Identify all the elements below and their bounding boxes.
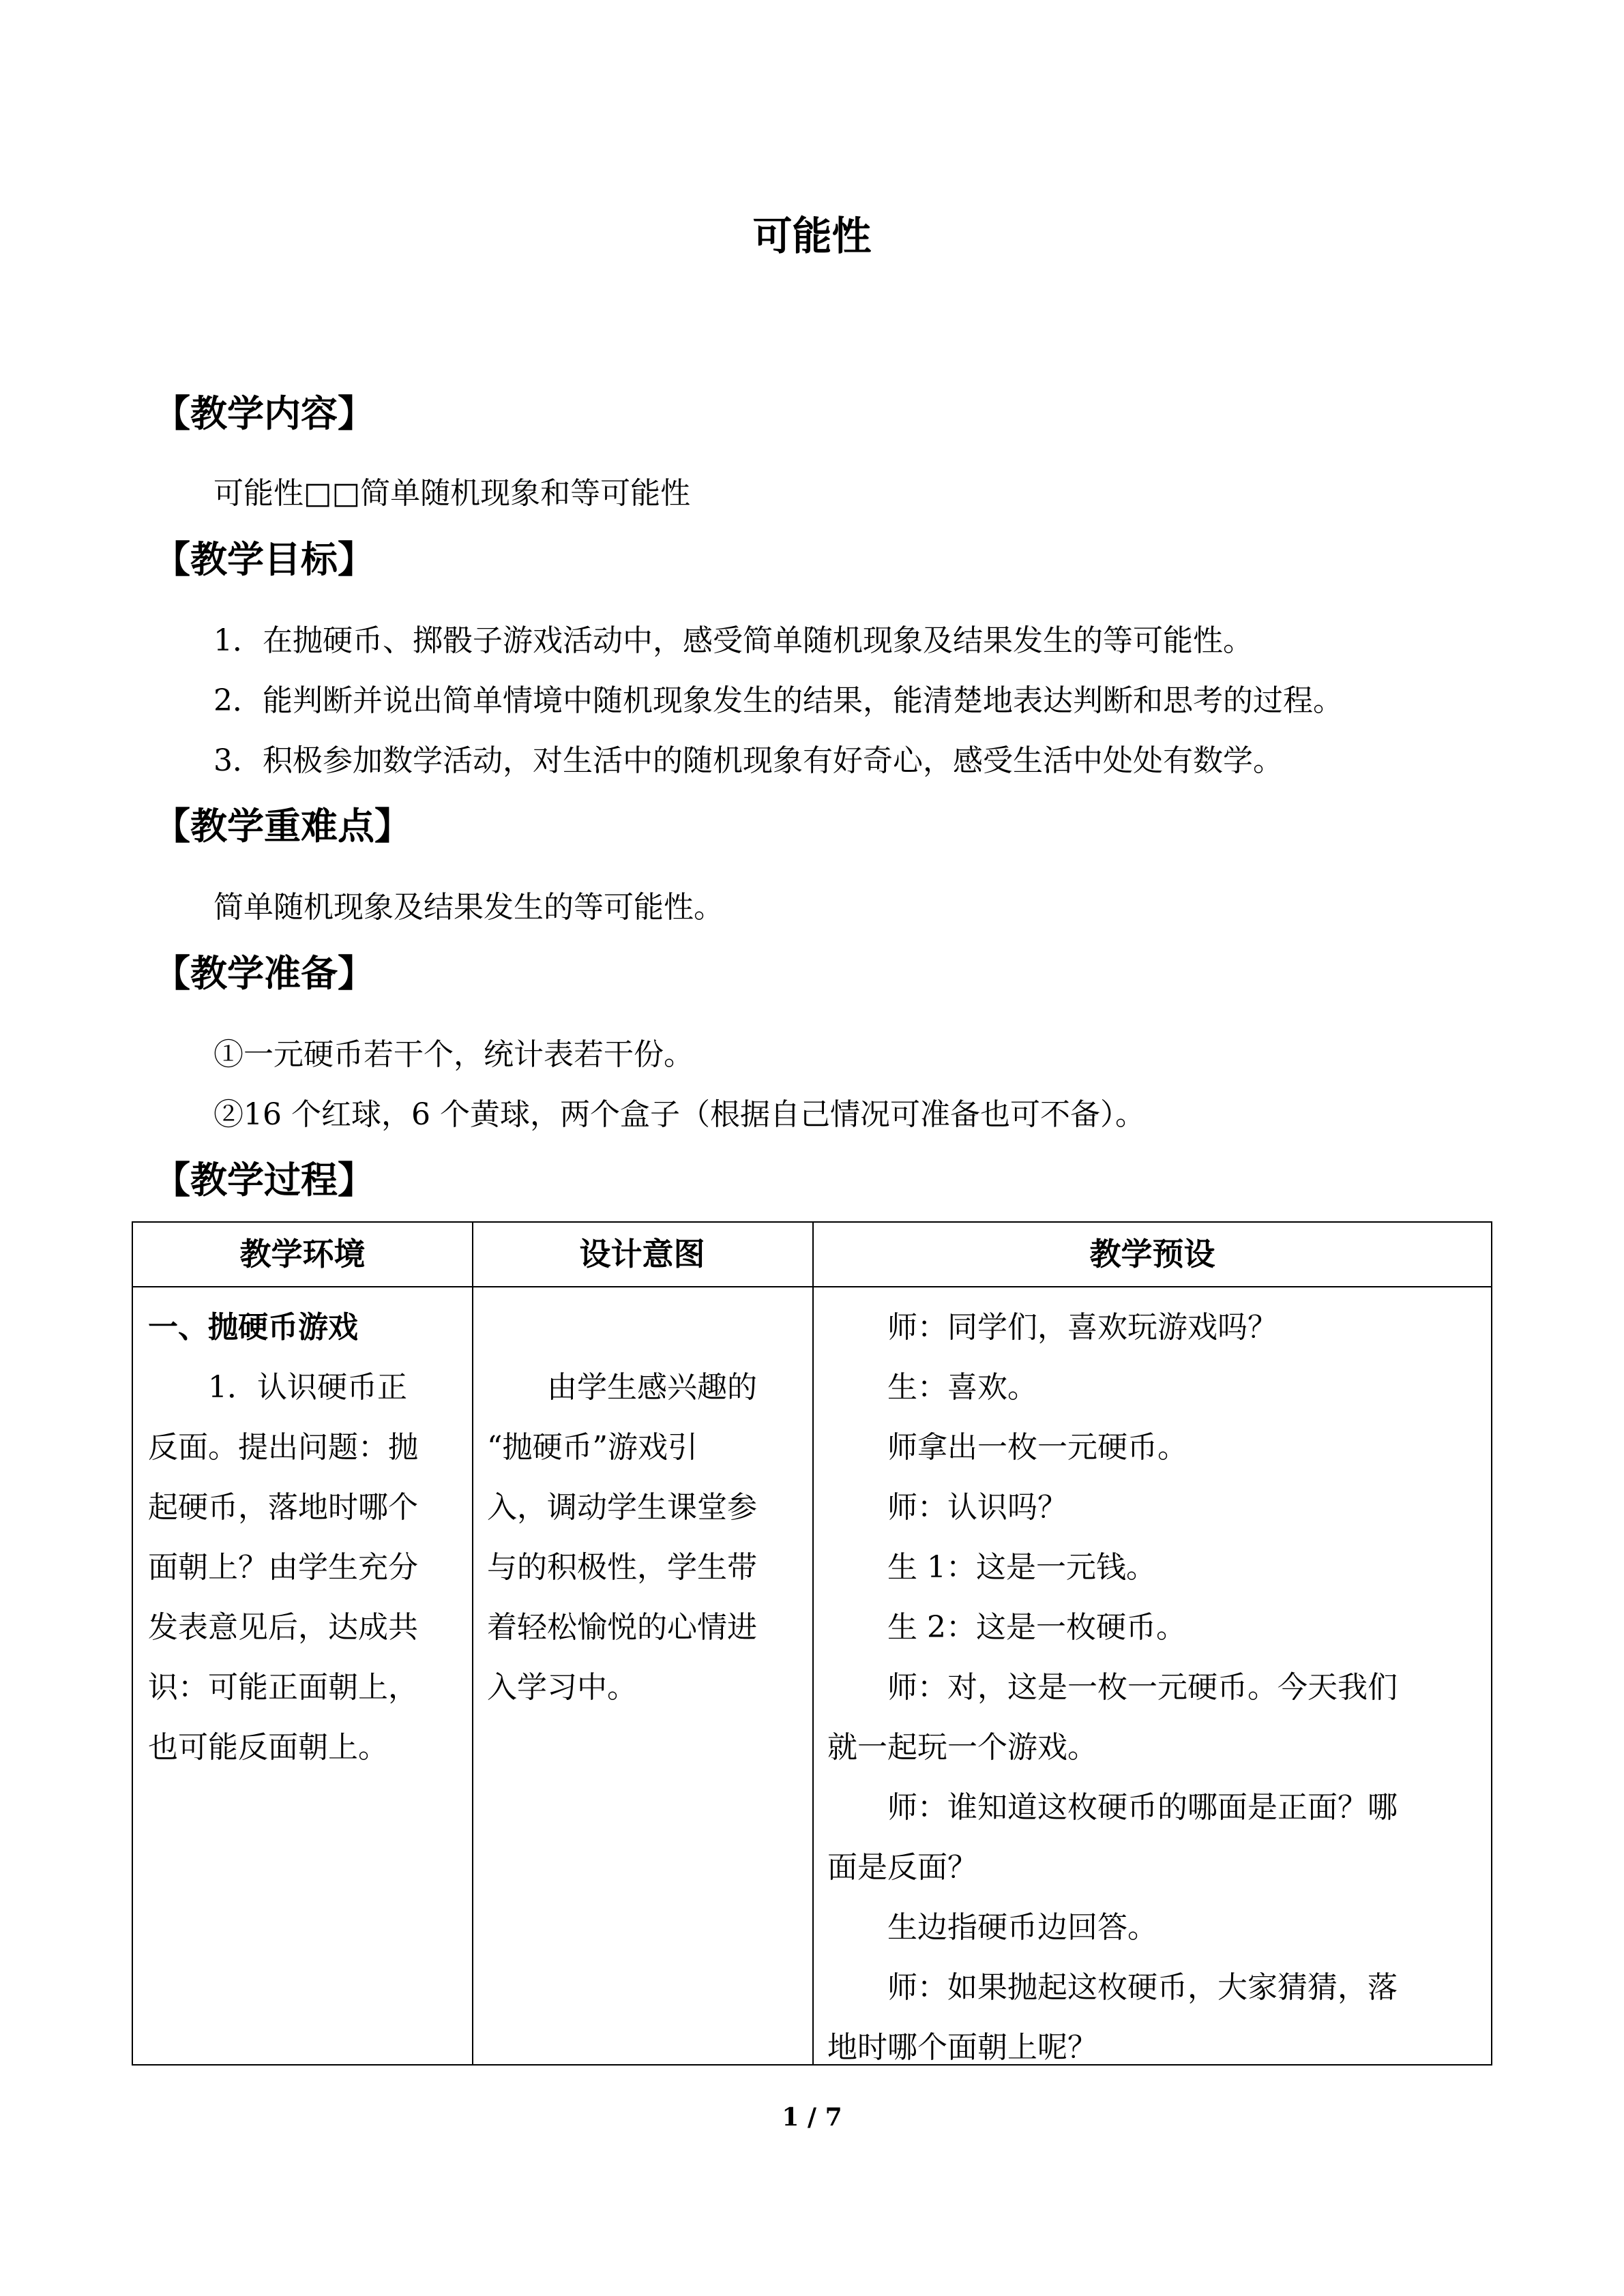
section-heading-objectives: 【教学目标】 [153,538,374,581]
cell-line: 入学习中。 [487,1670,637,1705]
table-cell-environment [148,1298,462,1778]
cell-line: 识：可能正面朝上， [148,1670,418,1705]
column-divider [812,1223,814,2064]
preparation-item: ②16 个红球，6 个黄球，两个盒子（根据自己情况可准备也可不备）。 [213,1097,1145,1132]
table-header-intent: 设计意图 [579,1236,705,1272]
objective-item: 2．能判断并说出简单情境中随机现象发生的结果，能清楚地表达判断和思考的过程。 [213,683,1343,718]
header-divider [133,1286,1491,1287]
table-header-preset: 教学预设 [1089,1236,1215,1272]
cell-line: 与的积极性，学生带 [487,1550,757,1585]
content-text: 可能性□□简单随机现象和等可能性 [213,476,691,511]
cell-title: 一、抛硬币游戏 [148,1310,358,1345]
cell-line: 由学生感兴趣的 [547,1370,757,1405]
cell-line: 起硬币，落地时哪个 [148,1490,418,1525]
section-heading-key-points: 【教学重难点】 [153,805,411,848]
cell-line: “抛硬币”游戏引 [487,1430,698,1465]
dialogue-line: 师：认识吗？ [887,1490,1067,1525]
dialogue-line: 生：喜欢。 [887,1370,1037,1405]
cell-line: 着轻松愉悦的心情进 [487,1610,757,1645]
section-heading-content: 【教学内容】 [153,392,374,435]
dialogue-line: 师：同学们，喜欢玩游戏吗？ [887,1310,1278,1345]
section-heading-preparation: 【教学准备】 [153,952,374,995]
cell-line: 1．认识硬币正 [208,1370,407,1405]
cell-line: 入，调动学生课堂参 [487,1490,757,1525]
objective-item: 1．在抛硬币、掷骰子游戏活动中，感受简单随机现象及结果发生的等可能性。 [213,623,1253,658]
page-number: 1 / 7 [782,2103,842,2132]
table-header-environment: 教学环境 [239,1236,366,1272]
dialogue-line: 师：如果抛起这枚硬币，大家猜猜，落 [887,1970,1398,2005]
dialogue-line: 生 1：这是一元钱。 [887,1550,1156,1585]
section-heading-process: 【教学过程】 [153,1159,374,1202]
cell-line: 发表意见后，达成共 [148,1610,418,1645]
table-cell-preset [827,1298,1482,2078]
dialogue-line: 地时哪个面朝上呢？ [827,2030,1097,2065]
dialogue-line: 师拿出一枚一元硬币。 [887,1430,1187,1465]
page-title: 可能性 [752,213,872,259]
objective-item: 3．积极参加数学活动，对生活中的随机现象有好奇心，感受生活中处处有数学。 [213,743,1283,778]
teaching-process-table [132,1221,1492,2066]
dialogue-line: 师：谁知道这枚硬币的哪面是正面？哪 [887,1790,1398,1825]
dialogue-line: 面是反面？ [827,1850,977,1885]
column-divider [472,1223,473,2064]
cell-line: 也可能反面朝上。 [148,1730,388,1765]
cell-line: 反面。提出问题：抛 [148,1430,418,1465]
dialogue-line: 生边指硬币边回答。 [887,1910,1157,1945]
cell-line: 面朝上？由学生充分 [148,1550,418,1585]
dialogue-line: 师：对，这是一枚一元硬币。今天我们 [887,1670,1398,1705]
dialogue-line: 生 2：这是一枚硬币。 [887,1610,1186,1645]
table-cell-intent [487,1298,801,1718]
dialogue-line: 就一起玩一个游戏。 [827,1730,1097,1765]
key-points-text: 简单随机现象及结果发生的等可能性。 [213,890,724,925]
preparation-item: ①一元硬币若干个，统计表若干份。 [213,1037,694,1072]
